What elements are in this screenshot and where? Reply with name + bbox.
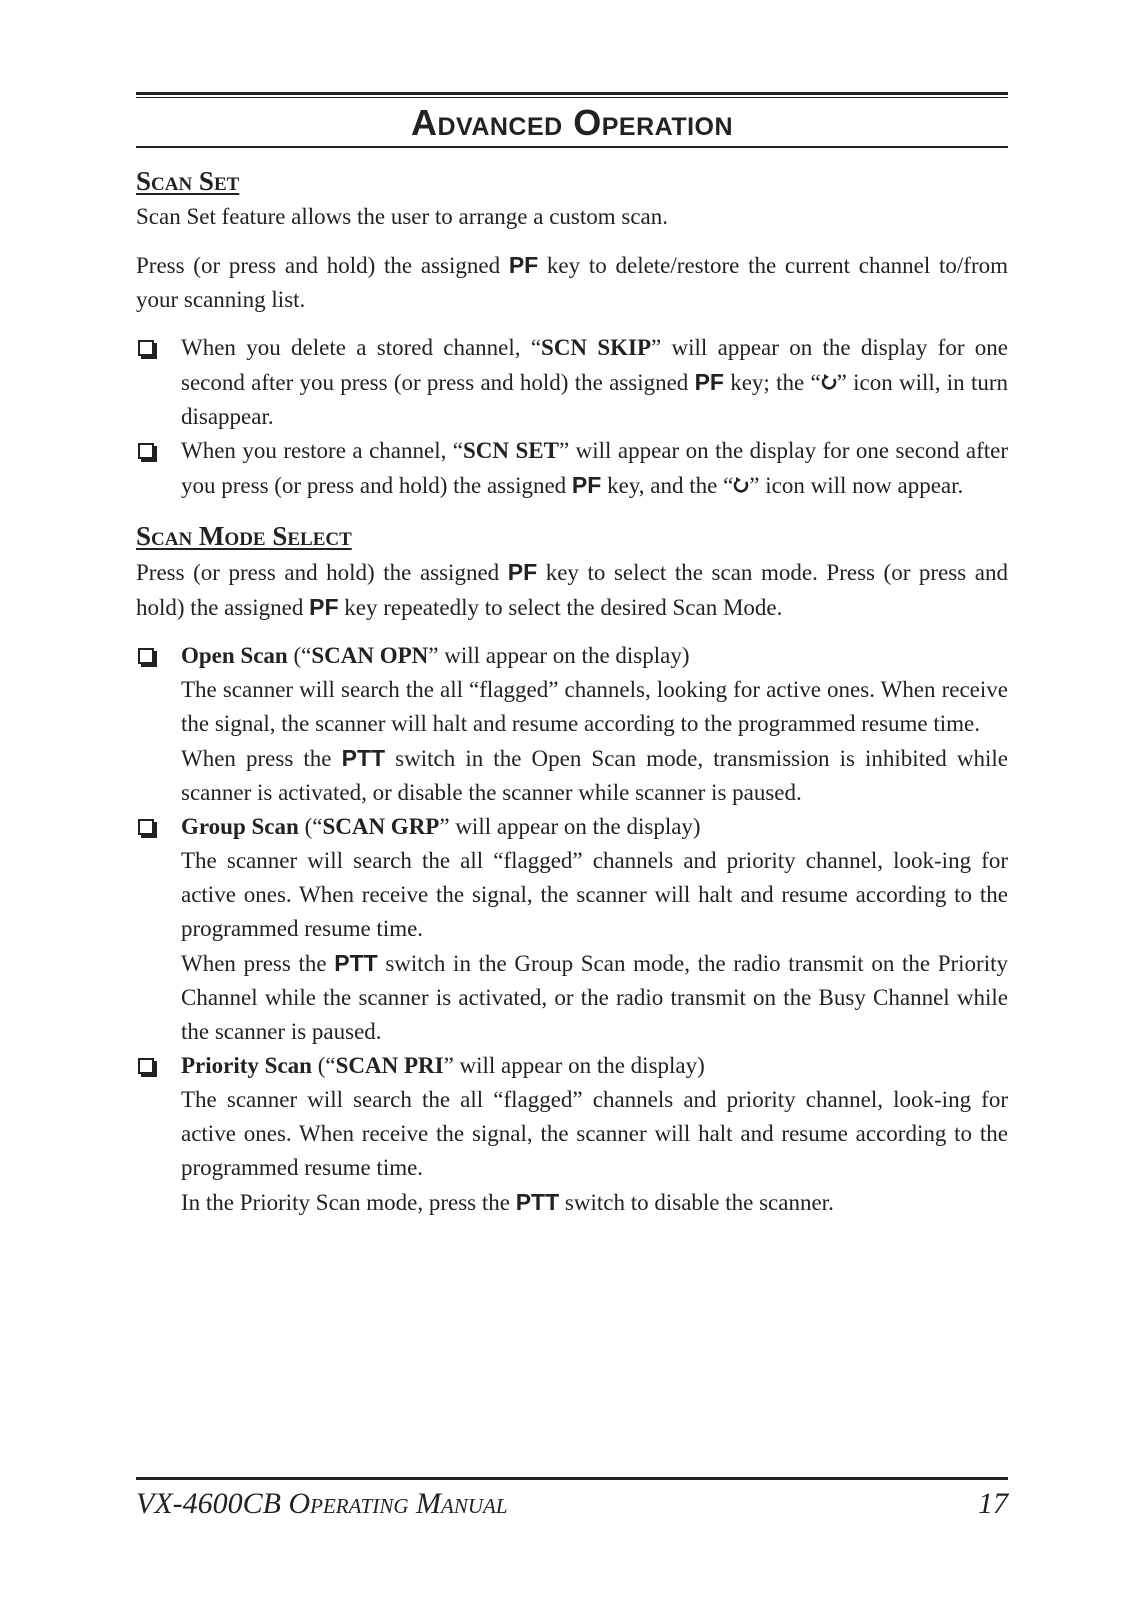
header-rule-bottom xyxy=(136,146,1008,148)
checkbox-bullet-icon xyxy=(138,340,154,356)
pf-key: PF xyxy=(571,472,602,498)
scan-icon xyxy=(821,371,837,393)
list-item-open-scan: Open Scan (“SCAN OPN” will appear on the display) The scanner will search the all “flagged” channels, looking for active ones. When receive the signal, the scanner will halt and resume according to the programmed resume time. When press the PTT switch in the Open Scan mode, transmission is inhibited while scanner is activated, or disable the scanner while scanner is paused. xyxy=(136,639,1008,810)
checkbox-bullet-icon xyxy=(138,443,154,459)
checkbox-bullet-icon xyxy=(138,819,154,835)
checkbox-bullet-icon xyxy=(138,1058,154,1074)
ptt-key: PTT xyxy=(341,745,386,771)
pf-key: PF xyxy=(694,369,724,395)
scan-set-bullets xyxy=(136,331,1008,503)
footer-model: VX-4600CB xyxy=(136,1487,281,1520)
list-item-group-scan: Group Scan (“SCAN GRP” will appear on the display) The scanner will search the all “flagged” channels and priority channel, look-ing for active ones. When receive the signal, the scanner will halt and resume according to the programmed resume time. When press the PTT switch in the Group Scan mode, the radio transmit on the Priority Channel while the scanner is activated, or the radio transmit on the Busy Channel while the scanner is paused. xyxy=(136,810,1008,1049)
scan-icon xyxy=(733,474,749,496)
list-item-priority-scan: Priority Scan (“SCAN PRI” will appear on the display) The scanner will search the all “flagged” channels and priority channel, look-ing for active ones. When receive the signal, the scanner will halt and resume according to the programmed resume time. In the Priority Scan mode, press the PTT switch to disable the scanner. xyxy=(136,1049,1008,1220)
section-heading-scan-set: Scan Set xyxy=(136,166,240,196)
pf-key: PF xyxy=(508,252,539,278)
checkbox-bullet-icon xyxy=(138,648,154,664)
scan-mode-paragraph: Press (or press and hold) the assigned PF key to select the scan mode. Press (or press and hold) the assigned PF key repeatedly to select the desired Scan Mode. xyxy=(136,559,1008,620)
ptt-key: PTT xyxy=(334,950,378,976)
scan-set-intro: Scan Set feature allows the user to arrange a custom scan. xyxy=(136,204,668,229)
pf-key: PF xyxy=(507,559,538,585)
section-heading-scan-mode-select: Scan Mode Select xyxy=(136,521,352,551)
chapter-title: Advanced Operation xyxy=(410,102,734,143)
header-rule-top xyxy=(136,92,1008,98)
scan-mode-bullets xyxy=(136,639,1008,1220)
footer-rule xyxy=(136,1477,1008,1480)
page-number: 17 xyxy=(978,1487,1008,1520)
scan-set-paragraph: Press (or press and hold) the assigned PF key to delete/restore the current channel to/from your scanning list. xyxy=(136,252,1008,312)
page-footer xyxy=(136,1484,1008,1524)
ptt-key: PTT xyxy=(515,1189,560,1215)
page-content xyxy=(136,92,1008,1234)
pf-key: PF xyxy=(309,594,339,620)
list-item: When you delete a stored channel, “SCN SKIP” will appear on the display for one second after you press (or press and hold) the assigned PF key; the “ ” icon will, in turn disappear. xyxy=(136,331,1008,434)
footer-manual-title: Operating Manual xyxy=(288,1487,508,1520)
list-item: When you restore a channel, “SCN SET” will appear on the display for one second after you press (or press and hold) the assigned PF key, and the “ ” icon will now appear. xyxy=(136,434,1008,503)
